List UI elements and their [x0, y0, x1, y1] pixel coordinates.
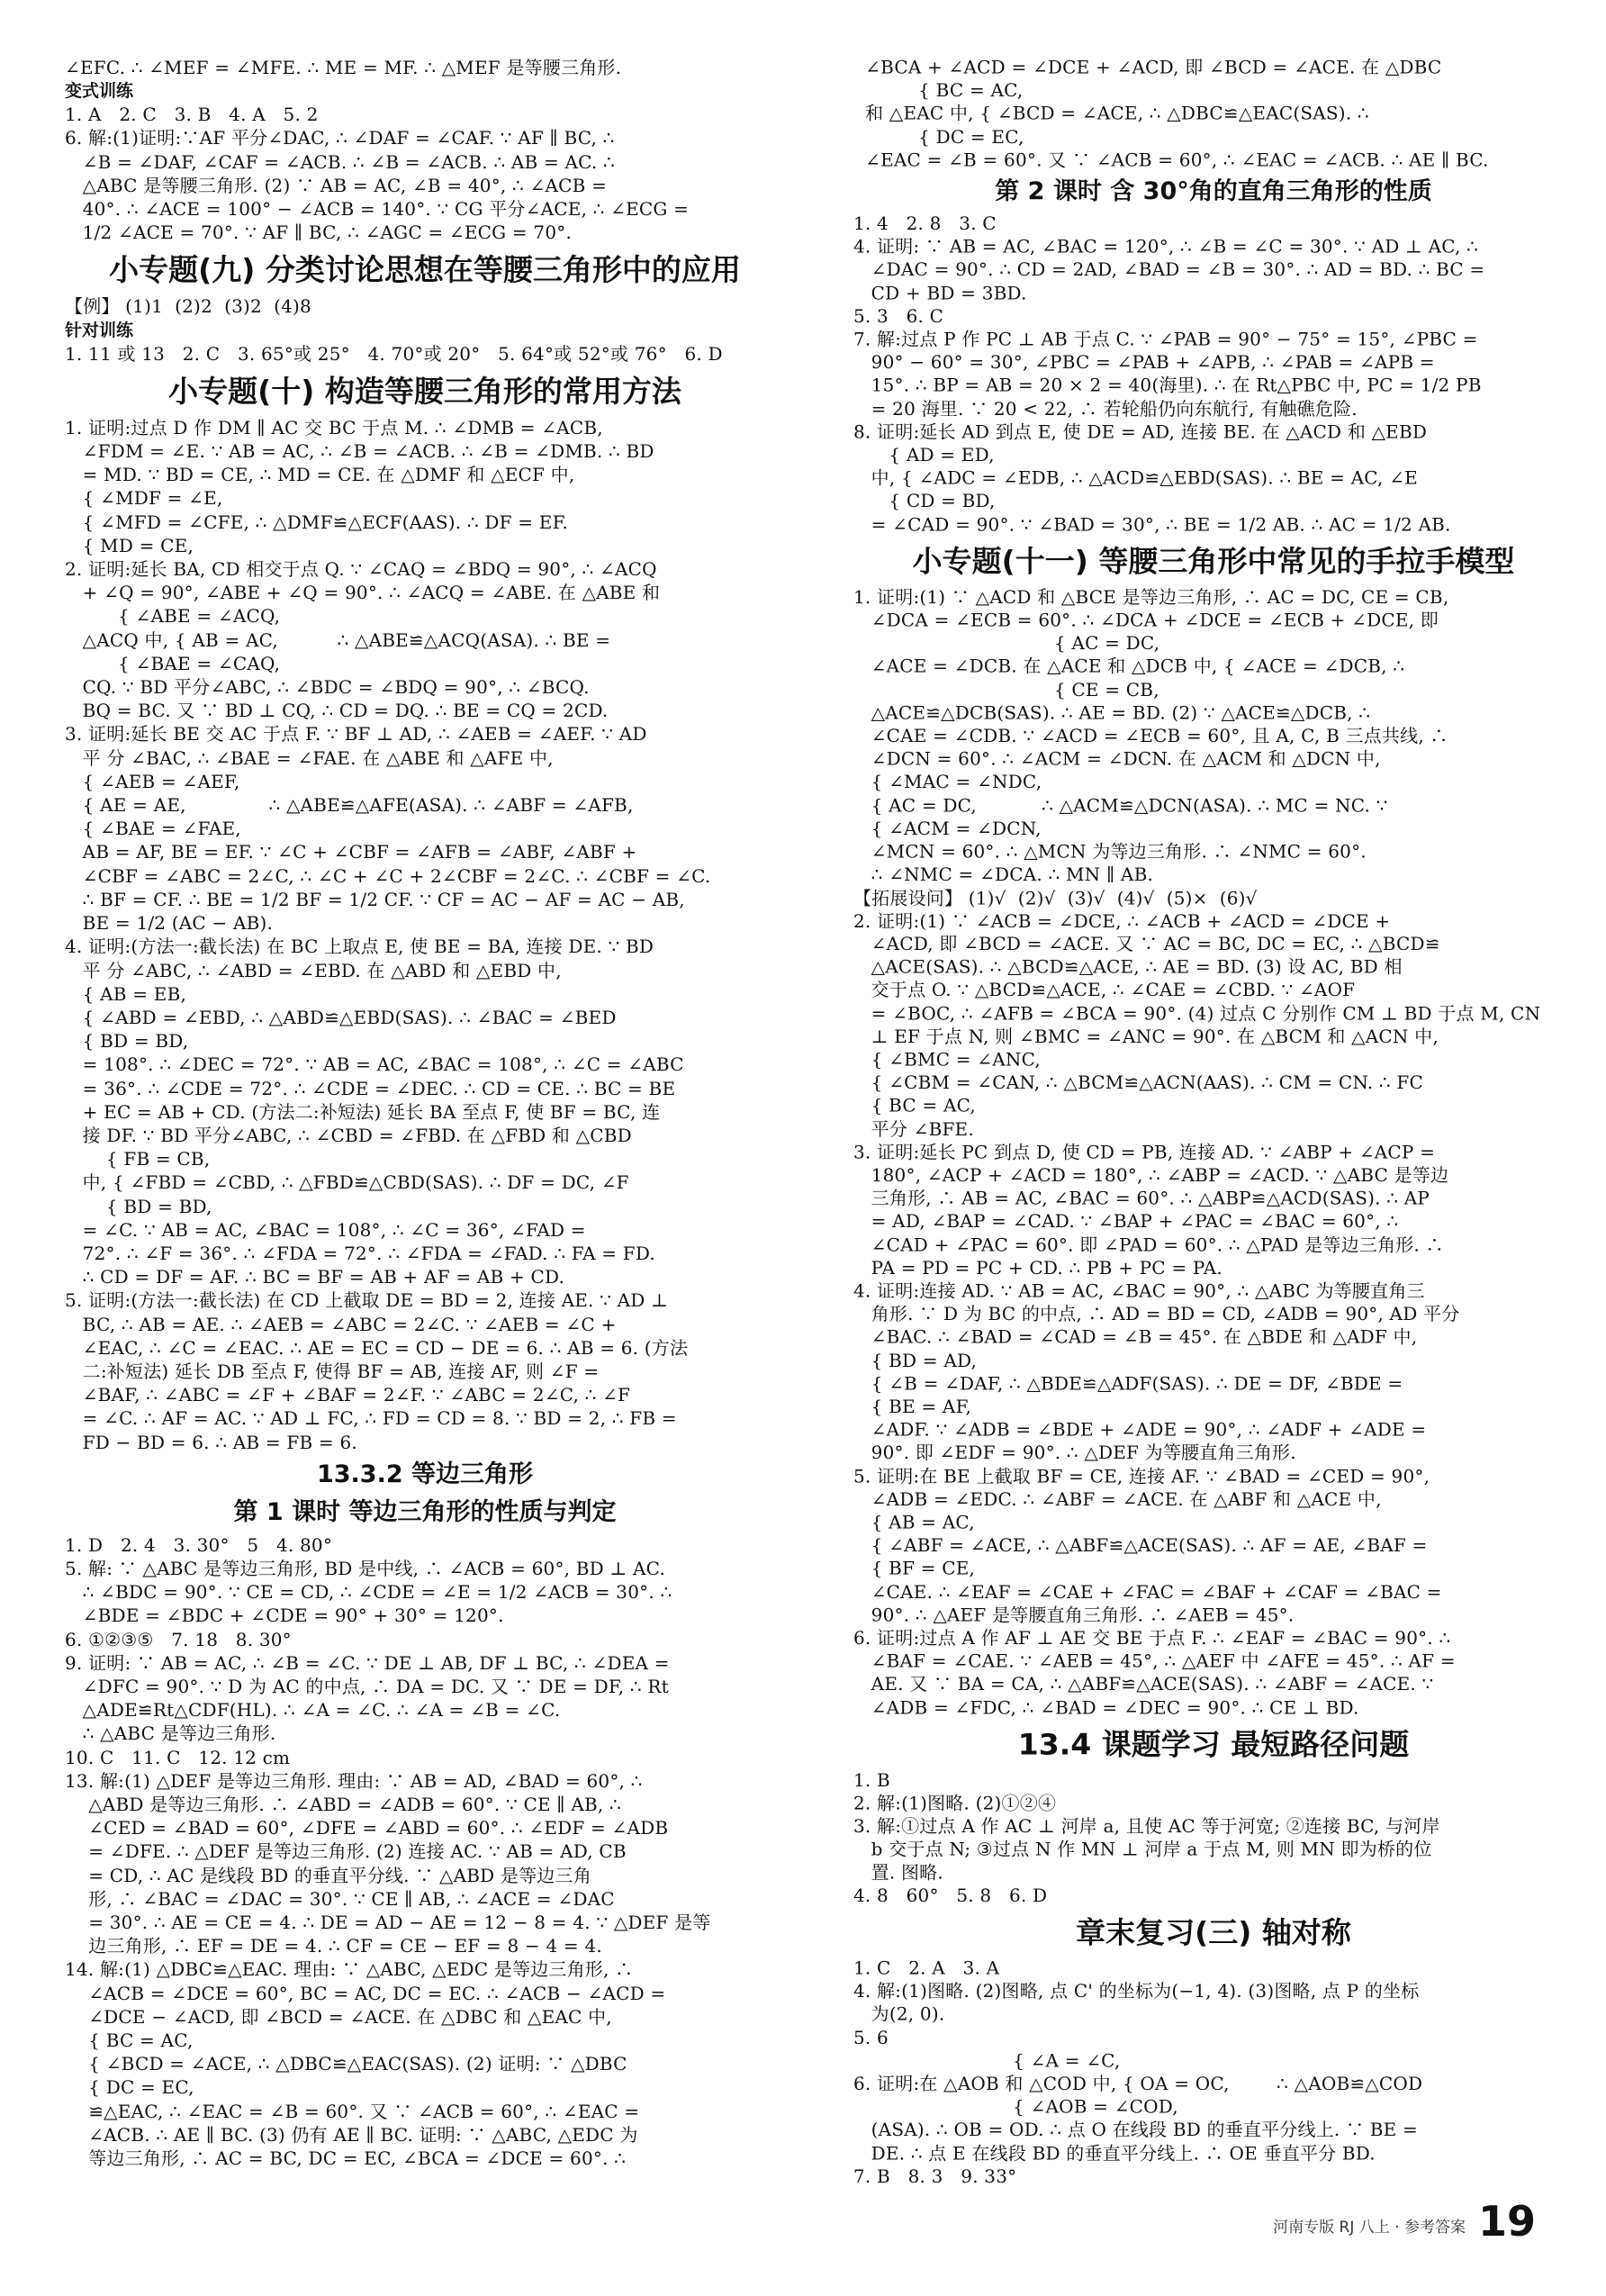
section-heading: 小专题(十) 构造等腰三角形的常用方法 [168, 373, 681, 409]
answer-line: 平分 ∠BFE. [853, 1118, 974, 1140]
answer-line: = AD, ∠BAP = ∠CAD. ∵ ∠BAP + ∠PAC = ∠BAC = 60°, ∴ [853, 1210, 1399, 1233]
answer-line: 90°. ∴ △AEF 是等腰直角三角形. ∴ ∠AEB = 45°. [853, 1604, 1295, 1626]
answer-line: ∠EFC. ∴ ∠MEF = ∠MFE. ∴ ME = MF. ∴ △MEF 是等腰三角形. [65, 57, 622, 78]
answer-line: 边三角形, ∴ EF = DE = 4. ∴ CF = CE − EF = 8 − 4 = 4. [65, 1935, 602, 1957]
answer-line: 4. 8 60° 5. 8 6. D [853, 1885, 1048, 1906]
answer-line: { ∠ABD = ∠EBD, ∴ △ABD≌△EBD(SAS). ∴ ∠BAC = ∠BED [65, 1006, 617, 1028]
answer-line: ∠BAF, ∴ ∠ABC = ∠F + ∠BAF = 2∠F. ∵ ∠ABC = 2∠C, ∴ ∠F [65, 1384, 631, 1406]
answer-line: 4. 证明:连接 AD. ∵ AB = AC, ∠BAC = 90°, ∴ △ABC 为等腰直角三 [853, 1279, 1425, 1302]
answer-line: 等边三角形, ∴ AC = BC, DC = EC, ∠BCA = ∠DCE = 60°. ∴ [65, 2147, 627, 2170]
answer-line: { ∠MDF = ∠E, [65, 487, 223, 510]
answer-line: = 36°. ∴ ∠CDE = 72°. ∴ ∠CDE = ∠DEC. ∴ CD = CE. ∴ BC = BE [65, 1077, 676, 1099]
answer-line: AB = AF, BE = EF. ∵ ∠C + ∠CBF = ∠AFB = ∠ABF, ∠ABF + [65, 841, 637, 863]
answer-line: ∠B = ∠DAF, ∠CAF = ∠ACB. ∴ ∠B = ∠ACB. ∴ AB = AC. ∴ [65, 150, 615, 173]
answer-line: 5. 解: ∵ △ABC 是等边三角形, BD 是中线, ∴ ∠ACB = 60°, BD ⊥ AC. [65, 1557, 666, 1579]
answer-line: ≌△EAC, ∴ ∠EAC = ∠B = 60°. 又 ∵ ∠ACB = 60°, ∴ ∠EAC = [65, 2100, 640, 2122]
answer-line: 角形. ∵ D 为 BC 的中点, ∴ AD = BD = CD, ∠ADB = 90°, AD 平分 [853, 1303, 1460, 1325]
answer-line: 1. 证明:过点 D 作 DM ∥ AC 交 BC 于点 M. ∴ ∠DMB = ∠ACB, [65, 416, 603, 438]
answer-line: ∠DCA = ∠ECB = 60°. ∴ ∠DCA + ∠DCE = ∠ECB + ∠DCE, 即 [853, 609, 1439, 631]
answer-line: { AC = DC, [853, 632, 1160, 655]
answer-line: ∠ACB. ∴ AE ∥ BC. (3) 仍有 AE ∥ BC. 证明: ∵ △ABC, △EDC 为 [65, 2123, 638, 2146]
answer-line: + EC = AB + CD. (方法二:补短法) 延长 BA 至点 F, 使 BF = BC, 连 [65, 1100, 661, 1123]
answer-line: { ∠AEB = ∠AEF, [65, 770, 240, 792]
answer-line: △ABD 是等边三角形. ∴ ∠ABD = ∠ADB = 60°. ∵ CE ∥ AB, ∴ [65, 1794, 621, 1815]
answer-line: { CE = CB, [853, 678, 1159, 701]
answer-line: 1. A 2. C 3. B 4. A 5. 2 [65, 104, 319, 126]
answer-line: 3. 解:①过点 A 作 AC ⊥ 河岸 a, 且使 AC 等于河宽; ②连接 BC, 与河岸 [853, 1815, 1440, 1837]
exercise-tag: 变式训练 [65, 81, 134, 102]
answer-line: { ∠AOB = ∠COD, [853, 2096, 1178, 2118]
answer-line: { ∠MAC = ∠NDC, [853, 771, 1042, 793]
answer-line: { AB = AC, [853, 1511, 975, 1533]
answer-line: PA = PD = PC + CD. ∴ PB + PC = PA. [853, 1257, 1223, 1279]
answer-line: ∠MCN = 60°. ∴ △MCN 为等边三角形. ∴ ∠NMC = 60°. [853, 840, 1367, 863]
answer-line: ∴ △ABC 是等边三角形. [65, 1722, 276, 1745]
answer-line: { FB = CB, [65, 1148, 211, 1171]
answer-line: 180°, ∠ACP + ∠ACD = 180°, ∴ ∠ABP = ∠ACD. ∵ △ABC 是等边 [853, 1164, 1449, 1186]
answer-line: ∠ADB = ∠FDC, ∴ ∠BAD = ∠DEC = 90°. ∴ CE ⊥ BD. [853, 1696, 1359, 1718]
answer-line: 90°. 即 ∠EDF = 90°. ∴ △DEF 为等腰直角三角形. [853, 1442, 1296, 1464]
answer-line: 2. 解:(1)图略. (2)①②④ [853, 1792, 1057, 1814]
answer-line: 40°. ∴ ∠ACE = 100° − ∠ACB = 140°. ∵ CG 平分∠ACE, ∴ ∠ECG = [65, 198, 690, 221]
answer-line: 5. 证明:(方法一:截长法) 在 CD 上截取 DE = BD = 2, 连接 AE. ∵ AD ⊥ [65, 1289, 669, 1312]
answer-line: { BD = AD, [853, 1349, 978, 1371]
answer-line: △ACQ 中, { AB = AC, ∴ △ABE≌△ACQ(ASA). ∴ BE = [65, 628, 611, 651]
answer-line: 5. 证明:在 BE 上截取 BF = CE, 连接 AF. ∵ ∠BAD = ∠CED = 90°, [853, 1465, 1430, 1487]
answer-line: 1/2 ∠ACE = 70°. ∵ AF ∥ BC, ∴ ∠AGC = ∠ECG = 70°. [65, 221, 573, 244]
subsection-heading: 13.3.2 等边三角形 [316, 1460, 534, 1488]
answer-line: { BC = AC, [853, 79, 1024, 102]
answer-line: 7. 解:过点 P 作 PC ⊥ AB 于点 C. ∵ ∠PAB = 90° − 75° = 15°, ∠PBC = [853, 329, 1478, 350]
answer-line: (ASA). ∴ OB = OD. ∴ 点 O 在线段 BD 的垂直平分线上. ∵ BE = [853, 2119, 1418, 2141]
answer-line: ∠DAC = 90°. ∴ CD = 2AD, ∠BAD = ∠B = 30°. ∴ AD = BD. ∴ BC = [853, 258, 1485, 281]
subsection-heading: 第 1 课时 等边三角形的性质与判定 [233, 1497, 617, 1526]
footer-label: 河南专版 RJ 八上 · 参考答案 [1273, 2219, 1466, 2237]
answer-line: { BE = AF, [853, 1396, 972, 1417]
answer-line: { DC = EC, [853, 126, 1024, 148]
answer-line: ∠CAE. ∴ ∠EAF = ∠CAE + ∠FAC = ∠BAF + ∠CAF = ∠BAC = [853, 1580, 1442, 1603]
answer-line: 1. 证明:(1) ∵ △ACD 和 △BCE 是等边三角形, ∴ AC = DC, CE = CB, [853, 586, 1449, 608]
answer-line: △ACE(SAS). ∴ △BCD≌△ACE, ∴ AE = BD. (3) 设 AC, BD 相 [853, 956, 1403, 978]
answer-line: ∠DCN = 60°. ∴ ∠ACM = ∠DCN. 在 △ACM 和 △DCN 中, [853, 747, 1381, 770]
answer-line: ∠ADF. ∵ ∠ADB = ∠BDE + ∠ADE = 90°, ∴ ∠ADF + ∠ADE = [853, 1419, 1427, 1441]
answer-line: 5. 3 6. C [853, 305, 944, 327]
answer-line: { BC = AC, [65, 2029, 194, 2052]
answer-line: 【拓展设问】 (1)√ (2)√ (3)√ (4)√ (5)× (6)√ [853, 887, 1258, 908]
answer-line: ∠ACE = ∠DCB. 在 △ACE 和 △DCB 中, { ∠ACE = ∠DCB, ∴ [853, 655, 1405, 677]
answer-line: ∠CAE = ∠CDB. ∵ ∠ACD = ∠ECB = 60°, 且 A, C, B 三点共线, ∴ [853, 725, 1448, 746]
answer-line: = ∠C. ∵ AB = AC, ∠BAC = 108°, ∴ ∠C = 36°, ∠FAD = [65, 1218, 586, 1241]
answer-line: 4. 证明: ∵ AB = AC, ∠BAC = 120°, ∴ ∠B = ∠C = 30°. ∵ AD ⊥ AC, ∴ [853, 236, 1479, 258]
answer-line: ∠CED = ∠BAD = 60°, ∠DFE = ∠ABD = 60°. ∴ ∠EDF = ∠ADB [65, 1817, 669, 1840]
section-heading: 小专题(十一) 等腰三角形中常见的手拉手模型 [912, 544, 1515, 579]
answer-line: ∠DCE − ∠ACD, 即 ∠BCD = ∠ACE. 在 △DBC 和 △EAC 中, [65, 2005, 612, 2028]
answer-line: 交于点 O. ∵ △BCD≌△ACE, ∴ ∠CAE = ∠CBD. ∵ ∠AOF [853, 979, 1356, 1001]
answer-line: ∠FDM = ∠E. ∵ AB = AC, ∴ ∠B = ∠ACB. ∴ ∠B = ∠DMB. ∴ BD [65, 440, 654, 463]
answer-line: 2. 证明:延长 BA, CD 相交于点 Q. ∵ ∠CAQ = ∠BDQ = 90°, ∴ ∠ACQ [65, 558, 657, 581]
answer-line: 72°. ∴ ∠F = 36°. ∴ ∠FDA = 72°. ∴ ∠FDA = ∠FAD. ∴ FA = FD. [65, 1242, 655, 1264]
answer-line: 2. 证明:(1) ∵ ∠ACB = ∠DCE, ∴ ∠ACB + ∠ACD = ∠DCE + [853, 909, 1391, 932]
answer-line: 1. C 2. A 3. A [853, 1957, 1000, 1979]
answer-line: { AC = DC, ∴ △ACM≌△DCN(ASA). ∴ MC = NC. ∵ [853, 794, 1388, 816]
answer-line: { BF = CE, [853, 1558, 976, 1579]
section-heading: 13.4 课题学习 最短路径问题 [1017, 1726, 1410, 1762]
answer-line: DE. ∴ 点 E 在线段 BD 的垂直平分线上. ∴ OE 垂直平分 BD. [853, 2142, 1376, 2165]
answer-line: CQ. ∵ BD 平分∠ABC, ∴ ∠BDC = ∠BDQ = 90°, ∴ ∠BCQ. [65, 676, 590, 699]
answer-line: 9. 证明: ∵ AB = AC, ∴ ∠B = ∠C. ∵ DE ⊥ AB, DF ⊥ BC, ∴ ∠DEA = [65, 1651, 670, 1674]
answer-line: 14. 解:(1) △DBC≌△EAC. 理由: ∵ △ABC, △EDC 是等边三角形, ∴ [65, 1958, 634, 1981]
right-column [853, 56, 1574, 2188]
answer-line: 8. 证明:延长 AD 到点 E, 使 DE = AD, 连接 BE. 在 △ACD 和 △EBD [853, 420, 1428, 443]
answer-line: CD + BD = 3BD. [853, 282, 1027, 304]
answer-line: FD − BD = 6. ∴ AB = FB = 6. [65, 1431, 357, 1453]
answer-line: + ∠Q = 90°, ∠ABE + ∠Q = 90°. ∴ ∠ACQ = ∠ABE. 在 △ABE 和 [65, 582, 661, 604]
answer-line: 13. 解:(1) △DEF 是等边三角形. 理由: ∵ AB = AD, ∠BAD = 60°, ∴ [65, 1769, 643, 1792]
answer-line: 3. 证明:延长 BE 交 AC 于点 F. ∵ BF ⊥ AD, ∴ ∠AEB = ∠AEF. ∵ AD [65, 723, 647, 746]
answer-line: { AD = ED, [853, 444, 995, 466]
answer-line: = 30°. ∴ AE = CE = 4. ∴ DE = AD − AE = 12 − 8 = 4. ∵ △DEF 是等 [65, 1912, 711, 1934]
answer-line: 90° − 60° = 30°, ∠PBC = ∠PAB + ∠APB, ∴ ∠PAB = ∠APB = [853, 351, 1435, 374]
answer-line: b 交于点 N; ③过点 N 作 MN ⊥ 河岸 a 于点 M, 则 MN 即为桥的位 [853, 1839, 1432, 1860]
subsection-heading: 第 2 课时 含 30°角的直角三角形的性质 [995, 177, 1432, 205]
exercise-tag: 针对训练 [65, 320, 134, 340]
answer-line: 形, ∴ ∠BAC = ∠DAC = 30°. ∵ CE ∥ AB, ∴ ∠ACE = ∠DAC [65, 1887, 615, 1910]
answer-line: 10. C 11. C 12. 12 cm [65, 1746, 291, 1768]
answer-line: △ADE≌Rt△CDF(HL). ∴ ∠A = ∠C. ∴ ∠A = ∠B = ∠C. [65, 1699, 561, 1722]
answer-line: ∴ BF = CF. ∴ BE = 1/2 BF = 1/2 CF. ∵ CF = AC − AF = AC − AB, [65, 888, 685, 910]
answer-line: ∠DFC = 90°. ∵ D 为 AC 的中点, ∴ DA = DC. 又 ∵ DE = DF, ∴ Rt [65, 1675, 669, 1697]
answer-line: { ∠BCD = ∠ACE, ∴ △DBC≌△EAC(SAS). (2) 证明: ∵ △DBC [65, 2053, 627, 2075]
answer-line: 二:补短法) 延长 DB 至点 F, 使得 BF = AB, 连接 AF, 则 ∠F = [65, 1360, 600, 1382]
answer-line: 中, { ∠ADC = ∠EDB, ∴ △ACD≌△EBD(SAS). ∴ BE = AC, ∠E [853, 467, 1418, 489]
answer-line: ∠ACD, 即 ∠BCD = ∠ACE. 又 ∵ AC = BC, DC = EC, ∴ △BCD≌ [853, 933, 1440, 955]
answer-line: ∠CAD + ∠PAC = 60°. 即 ∠PAD = 60°. ∴ △PAD 是等边三角形. ∴ [853, 1234, 1444, 1256]
answer-line: ∠EAC = ∠B = 60°. 又 ∵ ∠ACB = 60°, ∴ ∠EAC = ∠ACB. ∴ AE ∥ BC. [853, 149, 1489, 171]
answer-line: ∴ CD = DF = AF. ∴ BC = BF = AB + AF = AB + CD. [65, 1266, 565, 1288]
answer-line: BE = 1/2 (AC − AB). [65, 912, 274, 935]
answer-line: 6. ①②③⑤ 7. 18 8. 30° [65, 1628, 292, 1650]
answer-line: 6. 证明:在 △AOB 和 △COD 中, { OA = OC, ∴ △AOB≌△COD [853, 2073, 1423, 2095]
answer-line: △ABC 是等腰三角形. (2) ∵ AB = AC, ∠B = 40°, ∴ ∠ACB = [65, 174, 608, 196]
answer-line: ∠CBF = ∠ABC = 2∠C, ∴ ∠C + ∠C + 2∠CBF = 2∠C. ∴ ∠CBF = ∠C. [65, 864, 711, 887]
answer-line: 1. 11 或 13 2. C 3. 65°或 25° 4. 70°或 20° 5. 64°或 52°或 76° 6. D [65, 342, 723, 365]
answer-line: { MD = CE, [65, 534, 194, 556]
answer-line: { ∠B = ∠DAF, ∴ △BDE≌△ADF(SAS). ∴ DE = DF, ∠BDE = [853, 1372, 1403, 1395]
answer-line: ∠ACB = ∠DCE = 60°, BC = AC, DC = EC. ∴ ∠ACB − ∠ACD = [65, 1982, 666, 2004]
section-heading: 章末复习(三) 轴对称 [1076, 1914, 1351, 1950]
answer-line: 置. 图略. [853, 1861, 943, 1884]
answer-line: = MD. ∵ BD = CE, ∴ MD = CE. 在 △DMF 和 △ECF 中, [65, 464, 575, 486]
answer-line: { CD = BD, [853, 490, 996, 512]
answer-line: ∠BCA + ∠ACD = ∠DCE + ∠ACD, 即 ∠BCD = ∠ACE. 在 △DBC [853, 56, 1442, 78]
answer-line: ∠BDE = ∠BDC + ∠CDE = 90° + 30° = 120°. [65, 1604, 504, 1627]
answer-line: 1. 4 2. 8 3. C [853, 212, 997, 235]
answer-line: = ∠BOC, ∴ ∠AFB = ∠BCA = 90°. (4) 过点 C 分别作 CM ⊥ BD 于点 M, CN [853, 1002, 1541, 1025]
answer-line: 平 分 ∠ABC, ∴ ∠ABD = ∠EBD. 在 △ABD 和 △EBD 中, [65, 959, 562, 981]
answer-line: △ACE≌△DCB(SAS). ∴ AE = BD. (2) ∵ △ACE≌△DCB, ∴ [853, 701, 1371, 724]
answer-line: 1. D 2. 4 3. 30° 5 4. 80° [65, 1533, 333, 1556]
answer-line: 为(2, 0). [853, 2003, 945, 2025]
answer-line: { BD = BD, [65, 1030, 189, 1053]
answer-line: 平 分 ∠BAC, ∴ ∠BAE = ∠FAE. 在 △ABE 和 △AFE 中, [65, 746, 554, 769]
answer-line: = 20 海里. ∵ 20 < 22, ∴ 若轮船仍向东航行, 有触礁危险. [853, 398, 1358, 420]
answer-line: ∠ADB = ∠EDC. ∴ ∠ABF = ∠ACE. 在 △ABF 和 △ACE 中, [853, 1488, 1382, 1510]
page-footer [1273, 2197, 1536, 2246]
answer-line: { BC = AC, [853, 1095, 976, 1116]
answer-line: { ∠CBM = ∠CAN, ∴ △BCM≌△ACN(AAS). ∴ CM = CN. ∴ FC [853, 1071, 1423, 1094]
answer-line: { ∠BAE = ∠CAQ, [65, 652, 281, 674]
answer-line: { ∠MFD = ∠CFE, ∴ △DMF≌△ECF(AAS). ∴ DF = EF. [65, 511, 569, 533]
answer-line: 3. 证明:延长 PC 到点 D, 使 CD = PB, 连接 AD. ∵ ∠ABP + ∠ACP = [853, 1141, 1436, 1163]
answer-line: ∴ ∠NMC = ∠DCA. ∴ MN ∥ AB. [853, 863, 1154, 885]
answer-line: = 108°. ∴ ∠DEC = 72°. ∵ AB = AC, ∠BAC = 108°, ∴ ∠C = ∠ABC [65, 1053, 684, 1076]
answer-line: ∴ ∠BDC = 90°. ∵ CE = CD, ∴ ∠CDE = ∠E = 1/2 ∠ACB = 30°. ∴ [65, 1581, 672, 1604]
answer-line: AE. 又 ∵ BA = CA, ∴ △ABF≌△ACE(SAS). ∴ ∠ABF = ∠ACE. ∵ [853, 1673, 1434, 1695]
answer-line: = CD, ∴ AC 是线段 BD 的垂直平分线. ∵ △ABD 是等边三角 [65, 1864, 591, 1886]
answer-line: ⊥ EF 于点 N, 则 ∠BMC = ∠ANC = 90°. 在 △BCM 和 △ACN 中, [853, 1026, 1439, 1047]
answer-line: 中, { ∠FBD = ∠CBD, ∴ △FBD≌△CBD(SAS). ∴ DF = DC, ∠F [65, 1171, 629, 1194]
answer-line: ∠BAC. ∴ ∠BAD = ∠CAD = ∠B = 45°. 在 △BDE 和 △ADF 中, [853, 1326, 1418, 1348]
answer-line: 和 △EAC 中, { ∠BCD = ∠ACE, ∴ △DBC≌△EAC(SAS). ∴ [853, 103, 1369, 124]
left-column [65, 56, 785, 2170]
answer-line: { ∠A = ∠C, [853, 2049, 1121, 2072]
answer-line: ∠EAC, ∴ ∠C = ∠EAC. ∴ AE = EC = CD − DE = 6. ∴ AB = 6. (方法 [65, 1336, 689, 1359]
answer-line: { ∠ABF = ∠ACE, ∴ △ABF≌△ACE(SAS). ∴ AF = AE, ∠BAF = [853, 1534, 1428, 1557]
answer-line: 5. 6 [853, 2027, 889, 2048]
answer-line: { ∠BAE = ∠FAE, [65, 818, 241, 840]
answer-line: 7. B 8. 3 9. 33° [853, 2165, 1017, 2187]
answer-line: 4. 解:(1)图略. (2)图略, 点 C' 的坐标为(−1, 4). (3)图略, 点 P 的坐标 [853, 1980, 1420, 2002]
answer-line: 4. 证明:(方法一:截长法) 在 BC 上取点 E, 使 BE = BA, 连接 DE. ∵ BD [65, 936, 654, 958]
answer-line: 三角形, ∴ AB = AC, ∠BAC = 60°. ∴ △ABP≌△ACD(SAS). ∴ AP [853, 1188, 1430, 1209]
answer-line: 1. B [853, 1768, 890, 1791]
answer-line: 15°. ∴ BP = AB = 20 × 2 = 40(海里). ∴ 在 Rt△PBC 中, PC = 1/2 PB [853, 375, 1482, 396]
answer-line: 接 DF. ∵ BD 平分∠ABC, ∴ ∠CBD = ∠FBD. 在 △FBD 和 △CBD [65, 1124, 632, 1146]
answer-line: 6. 解:(1)证明:∵AF 平分∠DAC, ∴ ∠DAF = ∠CAF. ∵ AF ∥ BC, ∴ [65, 127, 615, 149]
answer-line: BC, ∴ AB = AE. ∴ ∠AEB = ∠ABC = 2∠C. ∵ ∠AEB = ∠C + [65, 1313, 617, 1335]
answer-line: = ∠CAD = 90°. ∵ ∠BAD = 30°, ∴ BE = 1/2 AB. ∴ AC = 1/2 AB. [853, 513, 1451, 536]
answer-line: { BD = BD, [65, 1195, 212, 1217]
answer-line: BQ = BC. 又 ∵ BD ⊥ CQ, ∴ CD = DQ. ∴ BE = CQ = 2CD. [65, 700, 609, 722]
section-heading: 小专题(九) 分类讨论思想在等腰三角形中的应用 [109, 252, 741, 288]
answer-line: { ∠BMC = ∠ANC, [853, 1048, 1041, 1071]
answer-line: { ∠ABE = ∠ACQ, [65, 605, 281, 628]
answer-line: = ∠C. ∴ AF = AC. ∵ AD ⊥ FC, ∴ FD = CD = 8. ∵ BD = 2, ∴ FB = [65, 1407, 677, 1430]
answer-line: { AB = EB, [65, 982, 187, 1005]
answer-line: = ∠DFE. ∴ △DEF 是等边三角形. (2) 连接 AC. ∵ AB = AD, CB [65, 1840, 627, 1863]
page-number: 19 [1477, 2197, 1536, 2246]
answer-line: 【例】 (1)1 (2)2 (3)2 (4)8 [65, 295, 311, 318]
answer-line: { DC = EC, [65, 2076, 194, 2099]
answer-line: { AE = AE, ∴ △ABE≌△AFE(ASA). ∴ ∠ABF = ∠AFB, [65, 794, 634, 817]
answer-line: 6. 证明:过点 A 作 AF ⊥ AE 交 BE 于点 F. ∴ ∠EAF = ∠BAC = 90°. ∴ [853, 1627, 1451, 1649]
answer-line: ∠BAF = ∠CAE. ∵ ∠AEB = 45°, ∴ △AEF 中 ∠AFE = 45°. ∴ AF = [853, 1650, 1456, 1672]
answer-line: { ∠ACM = ∠DCN, [853, 818, 1042, 839]
